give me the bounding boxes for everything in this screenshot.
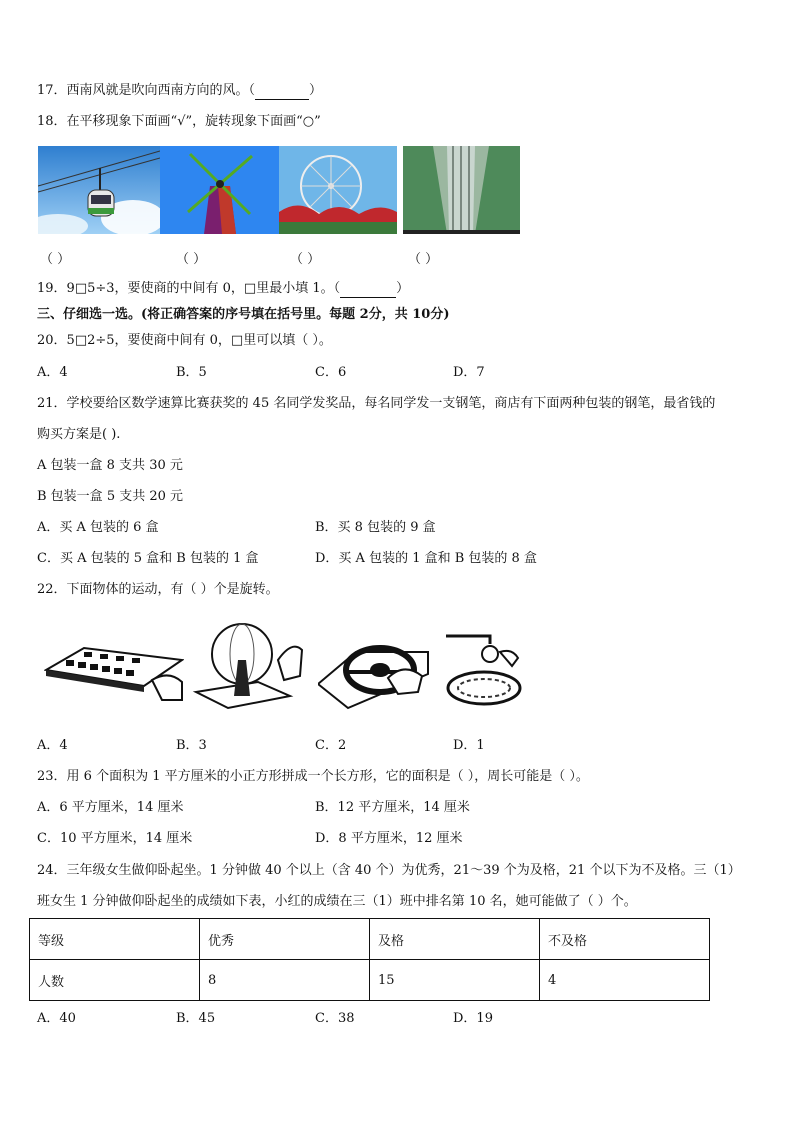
globe-image [188,620,312,710]
q24-option-b[interactable]: B．45 [176,1011,216,1026]
q21-info-b: B 包装一盒 5 支共 20 元 [37,489,184,504]
q18-answer-paren-2[interactable]: （ ） [176,252,207,267]
q22-option-b[interactable]: B．3 [176,738,207,753]
q22-text: 22．下面物体的运动，有（ ）个是旋转。 [37,582,279,597]
escalator-image [403,146,520,234]
table-row [30,919,710,960]
table-cell: 15 [370,960,540,1001]
q18-text: 18．在平移现象下面画“√”，旋转现象下面画“○” [37,114,321,129]
table-cell: 8 [200,960,370,1001]
q23-option-b[interactable]: B．12 平方厘米，14 厘米 [315,800,470,815]
q23-option-c[interactable]: C．10 平方厘米，14 厘米 [37,831,193,846]
q18-answer-paren-3[interactable]: （ ） [290,252,321,267]
table-cell: 等级 [30,919,200,960]
table-cell: 不及格 [540,919,710,960]
q22-option-d[interactable]: D．1 [453,738,485,753]
steering-wheel-image [318,632,430,710]
table-cell: 优秀 [200,919,370,960]
q18-answer-paren-4[interactable]: （ ） [408,252,439,267]
table-cell: 及格 [370,919,540,960]
q23-option-a[interactable]: A．6 平方厘米，14 厘米 [37,800,184,815]
q18-answer-paren-1[interactable]: （ ） [40,252,71,267]
q19-text: 19．9□5÷3，要使商的中间有 0，□里最小填 1。（ [37,281,341,296]
q23-text: 23．用 6 个面积为 1 平方厘米的小正方形拼成一个长方形，它的面积是（ ），周长可能是（ ）。 [37,769,589,784]
table-cell: 4 [540,960,710,1001]
q19: 19．9□5÷3，要使商的中间有 0，□里最小填 1。（ ） [37,281,410,296]
section3-title: 三、仔细选一选。(将正确答案的序号填在括号里。每题 2分，共 10分) [37,307,450,322]
q17-answer-blank[interactable] [255,85,309,100]
ferris-wheel-image [279,146,397,234]
table-cell: 人数 [30,960,200,1001]
q21-option-d[interactable]: D．买 A 包装的 1 盒和 B 包装的 8 盒 [315,551,537,566]
abacus-image [44,640,184,702]
q21-info-a: A 包装一盒 8 支共 30 元 [37,458,183,473]
q17: 17．西南风就是吹向西南方向的风。（ ） [37,83,323,98]
q21-option-b[interactable]: B．买 8 包装的 9 盒 [315,520,436,535]
grade-table [29,918,710,1001]
q24-option-d[interactable]: D．19 [453,1011,493,1026]
q23-option-d[interactable]: D．8 平方厘米，12 厘米 [315,831,463,846]
q24-line1: 24．三年级女生做仰卧起坐。1 分钟做 40 个以上（含 40 个）为优秀，21～39 个为及格，21 个以下为不及格。三（1） [37,863,741,878]
q24-option-c[interactable]: C．38 [315,1011,355,1026]
q19-answer-blank[interactable] [340,283,396,298]
q21-option-c[interactable]: C．买 A 包装的 5 盒和 B 包装的 1 盒 [37,551,259,566]
table-row [30,960,710,1001]
q20-text: 20．5□2÷5，要使商中间有 0，□里可以填（ ）。 [37,333,332,348]
q21-option-a[interactable]: A．买 A 包装的 6 盒 [37,520,159,535]
faucet-image [440,630,524,712]
q21-line2: 购买方案是( ). [37,427,121,442]
q17-text: 17．西南风就是吹向西南方向的风。（ [37,83,256,98]
q20-option-b[interactable]: B．5 [176,365,207,380]
q24-option-a[interactable]: A．40 [37,1011,76,1026]
q24-line2: 班女生 1 分钟做仰卧起坐的成绩如下表，小红的成绩在三（1）班中排名第 10 名，她可能做了（ ）个。 [37,894,637,909]
q22-option-a[interactable]: A．4 [37,738,68,753]
windmill-image [160,146,279,234]
cable-car-image [38,146,160,234]
q20-option-a[interactable]: A．4 [37,365,68,380]
q22-option-c[interactable]: C．2 [315,738,347,753]
q20-option-c[interactable]: C．6 [315,365,347,380]
q21-line1: 21．学校要给区数学速算比赛获奖的 45 名同学发奖品，每名同学发一支钢笔，商店有下面两种包装的钢笔，最省钱的 [37,396,716,411]
q20-option-d[interactable]: D．7 [453,365,485,380]
